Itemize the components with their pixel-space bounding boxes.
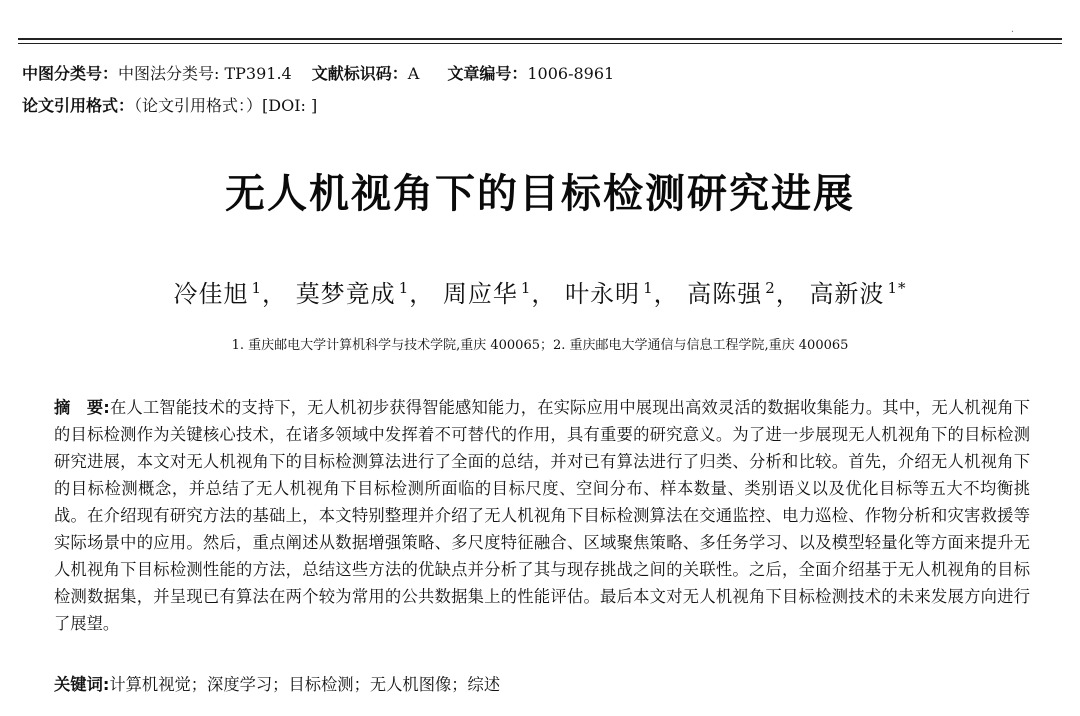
affiliations: 1. 重庆邮电大学计算机科学与技术学院,重庆 400065；2. 重庆邮电大学通信与信息工程学院,重庆 400065 (231, 338, 849, 353)
abstract (54, 394, 1030, 637)
abstract-text: 在人工智能技术的支持下，无人机初步获得智能感知能力，在实际应用中展现出高效灵活的数据收集能力。其中，无人机视角下的目标检测作为关键核心技术，在诸多领域中发挥着不可替代的作用，具有重要的研究意义。为了进一步展现无人机视角下的目标检测研究进展，本文对无人机视角下的目标检测算法进行了全面的总结，并对已有算法进行了归类、分析和比较。首先，介绍无人机视角下的目标检测概念，并总结了无人机视角下目标检测所面临的目标尺度、空间分布、样本数量、类别语义以及优化目标等五大不均衡挑战。在介绍现有研究方法的基础上，本文特别整理并介绍了无人机视角下目标检测算法在交通监控、电力巡检、作物分析和灾害救援等实际场景中的应用。然后，重点阐述从数据增强策略、多尺度特征融合、区域聚焦策略、多任务学习、以及模型轻量化等方面来提升无人机视角下目标检测性能的方法，总结这些方法的优缺点并分析了其与现存挑战之间的关联性。之后，全面介绍基于无人机视角的目标检测数据集，并呈现已有算法在两个较为常用的公共数据集上的性能评估。最后本文对无人机视角下目标检测技术的未来发展方向进行了展望。 (54, 398, 1030, 633)
keywords (54, 673, 500, 697)
citation-label: 论文引用格式： (22, 96, 135, 115)
author: 叶永明 $^1$， (565, 279, 679, 308)
citation-value: （论文引用格式：）[DOI: ] (134, 96, 318, 115)
abstract-label: 摘 要: (54, 398, 110, 417)
keywords-label: 关键词: (54, 675, 110, 694)
clc-label: 中图分类号： (22, 64, 119, 83)
doc-code-label: 文献标识码： (311, 64, 408, 83)
header-rule-thick (18, 38, 1062, 40)
classification-line (22, 64, 614, 84)
corner-mark: . (1010, 24, 1014, 35)
keywords-text: 计算机视觉；深度学习；目标检测；无人机图像；综述 (109, 675, 501, 694)
header-rule-thin (18, 43, 1062, 44)
citation-line (22, 96, 317, 116)
doc-code-value: A (407, 64, 420, 83)
author: 高陈强 $^2$， (687, 279, 801, 308)
paper-title: 无人机视角下的目标检测研究进展 (225, 171, 855, 217)
article-no-value: 1006-8961 (527, 64, 615, 83)
clc-value: 中图法分类号: TP391.4 (118, 64, 292, 83)
author: 冷佳旭 $^1$， (173, 279, 288, 308)
author: 莫梦竟成 $^1$， (295, 279, 435, 308)
author: 周应华 $^1$， (442, 279, 557, 308)
author-list (0, 274, 1080, 309)
author: 高新波 $^{1*}$ (809, 279, 907, 308)
article-no-label: 文章编号： (447, 64, 528, 83)
